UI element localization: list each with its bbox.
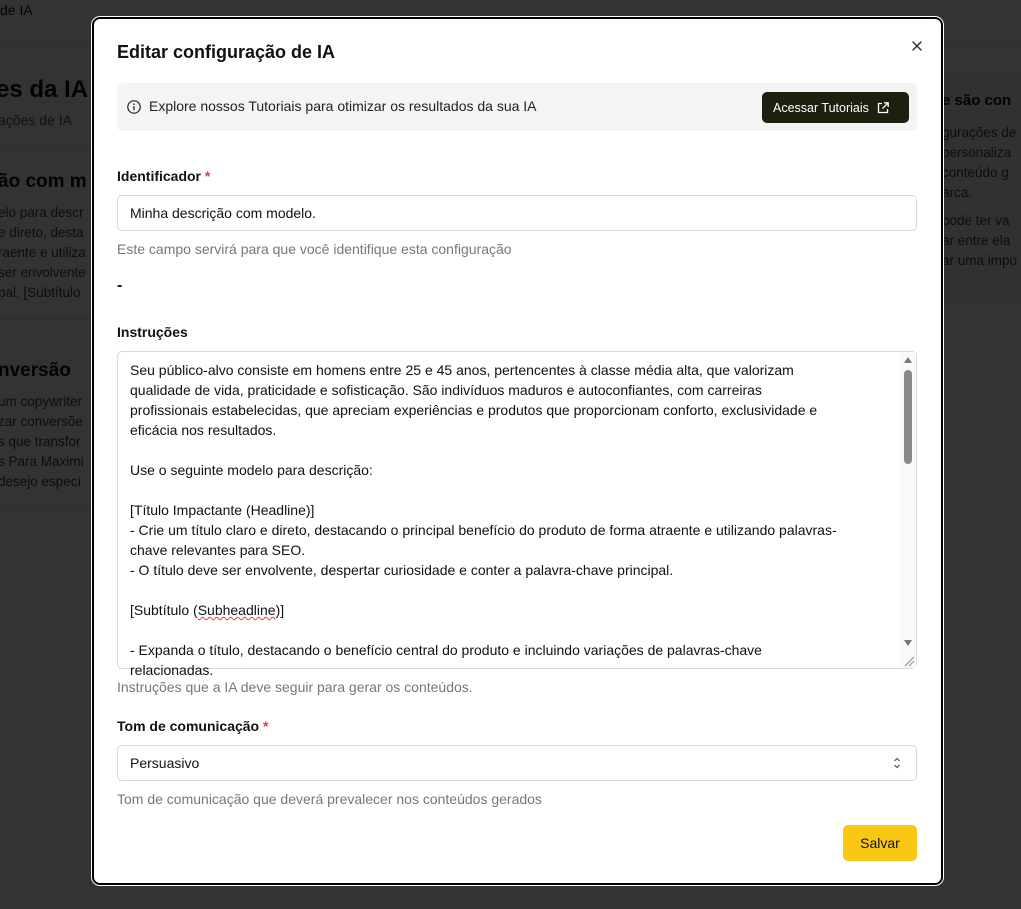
close-button[interactable] xyxy=(906,35,928,57)
access-tutorials-button[interactable] xyxy=(762,92,909,123)
instructions-textarea[interactable] xyxy=(117,351,917,678)
save-button[interactable]: Salvar xyxy=(843,825,917,861)
textarea-scrollbar[interactable] xyxy=(900,352,916,668)
section-dash: - xyxy=(117,277,123,294)
info-text: Explore nossos Tutoriais para otimizar os resultados da sua IA xyxy=(149,98,537,114)
required-mark: * xyxy=(263,718,269,734)
spellcheck-word: Subheadline xyxy=(197,602,276,618)
instructions-blank-line xyxy=(130,580,890,600)
tone-select[interactable] xyxy=(117,745,917,781)
instructions-blank-line xyxy=(130,480,890,500)
required-mark: * xyxy=(204,168,211,184)
tone-hint: Tom de comunicação que deverá prevalecer nos conteúdos gerados xyxy=(117,791,542,807)
instructions-line: - O título deve ser envolvente, despertar curiosidade e conter a palavra-chave principal. xyxy=(130,562,674,578)
scroll-down-arrow-icon[interactable] xyxy=(904,640,912,646)
tone-label-text: Tom de comunicação xyxy=(117,718,260,734)
access-tutorials-label: Acessar Tutoriais xyxy=(773,100,869,115)
external-link-icon xyxy=(876,101,890,115)
close-icon xyxy=(906,35,928,57)
tone-select-value: Persuasivo xyxy=(130,755,200,771)
instructions-label: Instruções xyxy=(117,324,188,340)
instructions-line: - Expanda o título, destacando o benefício central do produto e incluindo variações de palavras-chave xyxy=(130,642,762,658)
instructions-blank-line xyxy=(130,440,890,460)
instructions-line: chave relevantes para SEO. xyxy=(130,542,306,558)
resize-handle-icon[interactable] xyxy=(901,653,915,667)
instructions-line: Use o seguinte modelo para descrição: xyxy=(130,462,373,478)
instructions-line: Seu público-alvo consiste em homens entre 25 e 45 anos, pertencentes à classe média alta, que valorizam xyxy=(130,362,794,378)
edit-ai-config-modal xyxy=(92,17,943,885)
instructions-hint: Instruções que a IA deve seguir para gerar os conteúdos. xyxy=(117,679,473,695)
instructions-blank-line xyxy=(130,620,890,640)
instructions-line: eficácia nos resultados. xyxy=(130,422,277,438)
instructions-line: relacionadas. xyxy=(130,662,214,678)
instructions-line: [Subtítulo (Subheadline)] xyxy=(130,602,285,618)
instructions-line: qualidade de vida, praticidade e sofisticação. São indivíduos maduros e autoconfiantes, com carreiras xyxy=(130,382,762,398)
instructions-line: - Crie um título claro e direto, destacando o principal benefício do produto de forma atraente e utilizando palavras- xyxy=(130,522,837,538)
instructions-line: profissionais estabelecidas, que apreciam experiências e produtos que proporcionam conforto, exclusividade e xyxy=(130,402,818,418)
tutorial-info-banner xyxy=(117,83,917,131)
identifier-label xyxy=(117,168,210,184)
scrollbar-thumb[interactable] xyxy=(904,370,912,464)
identifier-hint: Este campo servirá para que você identifique esta configuração xyxy=(117,241,512,257)
scroll-up-arrow-icon[interactable] xyxy=(904,357,912,363)
identifier-label-text: Identificador xyxy=(117,168,202,184)
modal-title: Editar configuração de IA xyxy=(117,42,336,62)
tone-label xyxy=(117,718,268,734)
instructions-line: [Título Impactante (Headline)] xyxy=(130,502,315,518)
instructions-text xyxy=(130,360,890,680)
identifier-input[interactable] xyxy=(117,195,917,231)
chevron-up-down-icon xyxy=(892,756,902,770)
info-icon xyxy=(127,100,141,114)
